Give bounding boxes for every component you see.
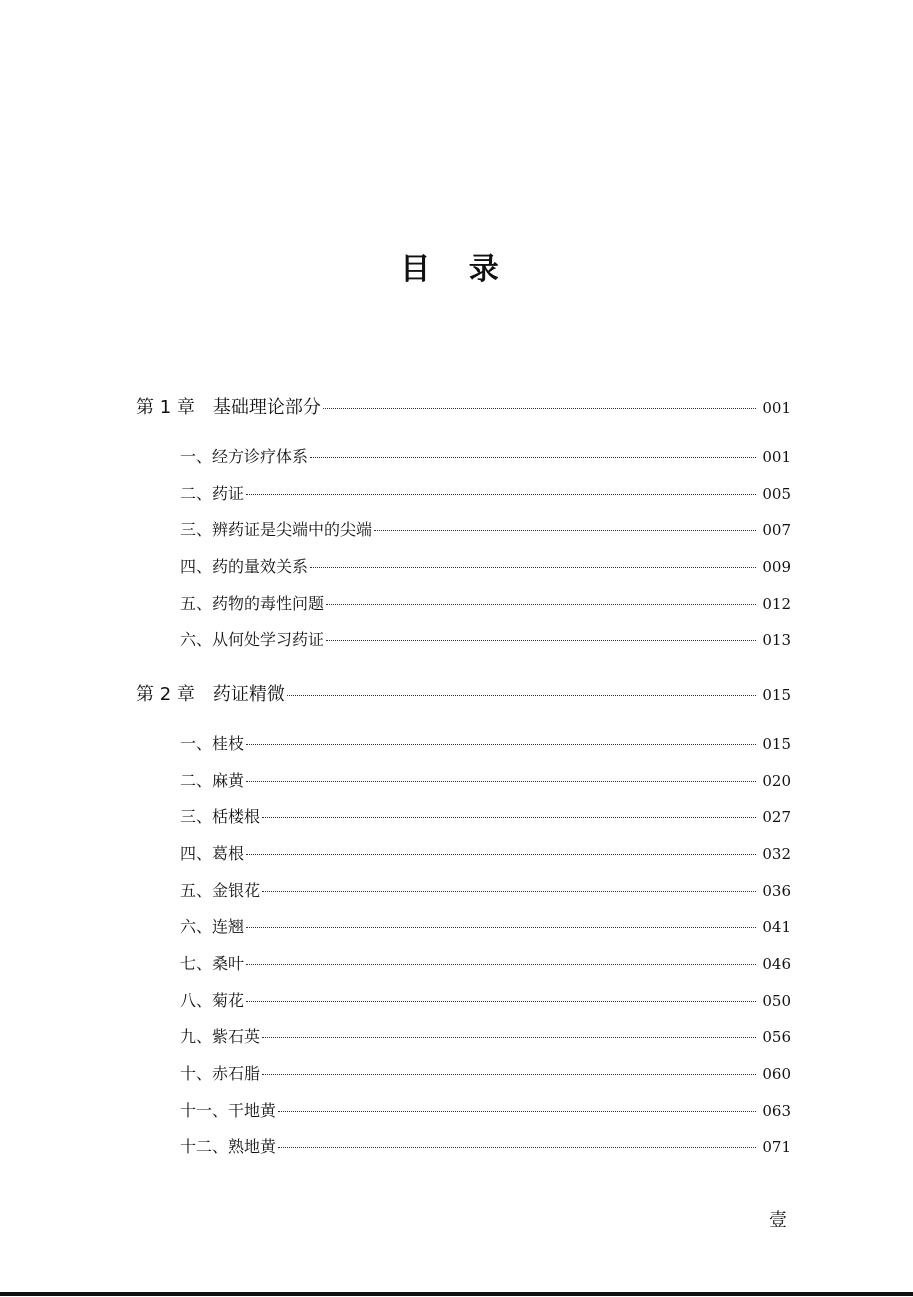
section-title: 九、紫石英 xyxy=(180,1027,261,1046)
toc-section[interactable] xyxy=(180,878,791,901)
dot-leader xyxy=(278,1111,756,1112)
dot-leader xyxy=(246,964,756,965)
section-title: 六、连翘 xyxy=(180,917,245,936)
toc-section[interactable] xyxy=(180,914,791,937)
toc-section[interactable] xyxy=(180,988,791,1011)
dot-leader xyxy=(287,695,756,696)
dot-leader xyxy=(262,1074,756,1075)
chapter-number: 第 1 章 xyxy=(136,397,195,418)
chapter-page-number: 015 xyxy=(762,686,791,704)
dot-leader xyxy=(262,891,756,892)
dot-leader xyxy=(246,927,756,928)
dot-leader xyxy=(246,494,756,495)
section-title: 八、菊花 xyxy=(180,991,245,1010)
section-title: 三、栝楼根 xyxy=(180,807,261,826)
section-page-number: 046 xyxy=(762,955,791,973)
dot-leader xyxy=(310,567,756,568)
toc-section[interactable] xyxy=(180,554,791,577)
dot-leader xyxy=(246,781,756,782)
dot-leader xyxy=(262,817,756,818)
dot-leader xyxy=(246,1001,756,1002)
toc-chapter-1[interactable] xyxy=(136,393,791,419)
section-title: 五、药物的毒性问题 xyxy=(180,594,325,613)
section-title: 三、辨药证是尖端中的尖端 xyxy=(180,520,373,539)
section-page-number: 009 xyxy=(762,558,791,576)
section-page-number: 001 xyxy=(762,448,791,466)
dot-leader xyxy=(323,408,756,409)
toc-section[interactable] xyxy=(180,804,791,827)
toc-section[interactable] xyxy=(180,517,791,540)
toc-section[interactable] xyxy=(180,444,791,467)
section-page-number: 032 xyxy=(762,845,791,863)
section-title: 四、葛根 xyxy=(180,844,245,863)
section-title: 四、药的量效关系 xyxy=(180,557,309,576)
dot-leader xyxy=(310,457,756,458)
toc-section[interactable] xyxy=(180,1024,791,1047)
dot-leader xyxy=(246,744,756,745)
dot-leader xyxy=(246,854,756,855)
section-page-number: 012 xyxy=(762,595,791,613)
section-page-number: 020 xyxy=(762,772,791,790)
section-title: 十、赤石脂 xyxy=(180,1064,261,1083)
toc-section[interactable] xyxy=(180,731,791,754)
chapter-title: 基础理论部分 xyxy=(212,397,321,418)
dot-leader xyxy=(278,1147,756,1148)
section-page-number: 007 xyxy=(762,521,791,539)
toc-section[interactable] xyxy=(180,951,791,974)
section-title: 五、金银花 xyxy=(180,881,261,900)
section-page-number: 060 xyxy=(762,1065,791,1083)
section-title: 一、桂枝 xyxy=(180,734,245,753)
dot-leader xyxy=(374,530,756,531)
toc-section[interactable] xyxy=(180,627,791,650)
dot-leader xyxy=(326,640,756,641)
bottom-border xyxy=(0,1292,913,1296)
toc-chapter-2[interactable] xyxy=(136,680,791,706)
section-page-number: 050 xyxy=(762,992,791,1010)
section-page-number: 056 xyxy=(762,1028,791,1046)
chapter-title: 药证精微 xyxy=(212,684,285,705)
toc-section[interactable] xyxy=(180,591,791,614)
section-title: 六、从何处学习药证 xyxy=(180,630,325,649)
page-title: 目 录 xyxy=(400,252,513,287)
toc-section[interactable] xyxy=(180,768,791,791)
section-title: 一、经方诊疗体系 xyxy=(180,447,309,466)
toc-section[interactable] xyxy=(180,1134,791,1157)
toc-section[interactable] xyxy=(180,1061,791,1084)
section-title: 十一、干地黄 xyxy=(180,1101,277,1120)
section-page-number: 041 xyxy=(762,918,791,936)
toc-section[interactable] xyxy=(180,481,791,504)
chapter-number: 第 2 章 xyxy=(136,684,195,705)
dot-leader xyxy=(262,1037,756,1038)
section-page-number: 013 xyxy=(762,631,791,649)
toc-section[interactable] xyxy=(180,841,791,864)
section-page-number: 036 xyxy=(762,882,791,900)
section-title: 二、药证 xyxy=(180,484,245,503)
footer-page-number: 壹 xyxy=(769,1210,787,1231)
section-title: 七、桑叶 xyxy=(180,954,245,973)
toc-section[interactable] xyxy=(180,1098,791,1121)
section-page-number: 005 xyxy=(762,485,791,503)
section-page-number: 063 xyxy=(762,1102,791,1120)
section-page-number: 071 xyxy=(762,1138,791,1156)
section-page-number: 027 xyxy=(762,808,791,826)
section-title: 二、麻黄 xyxy=(180,771,245,790)
section-title: 十二、熟地黄 xyxy=(180,1137,277,1156)
chapter-page-number: 001 xyxy=(762,399,791,417)
section-page-number: 015 xyxy=(762,735,791,753)
dot-leader xyxy=(326,604,756,605)
